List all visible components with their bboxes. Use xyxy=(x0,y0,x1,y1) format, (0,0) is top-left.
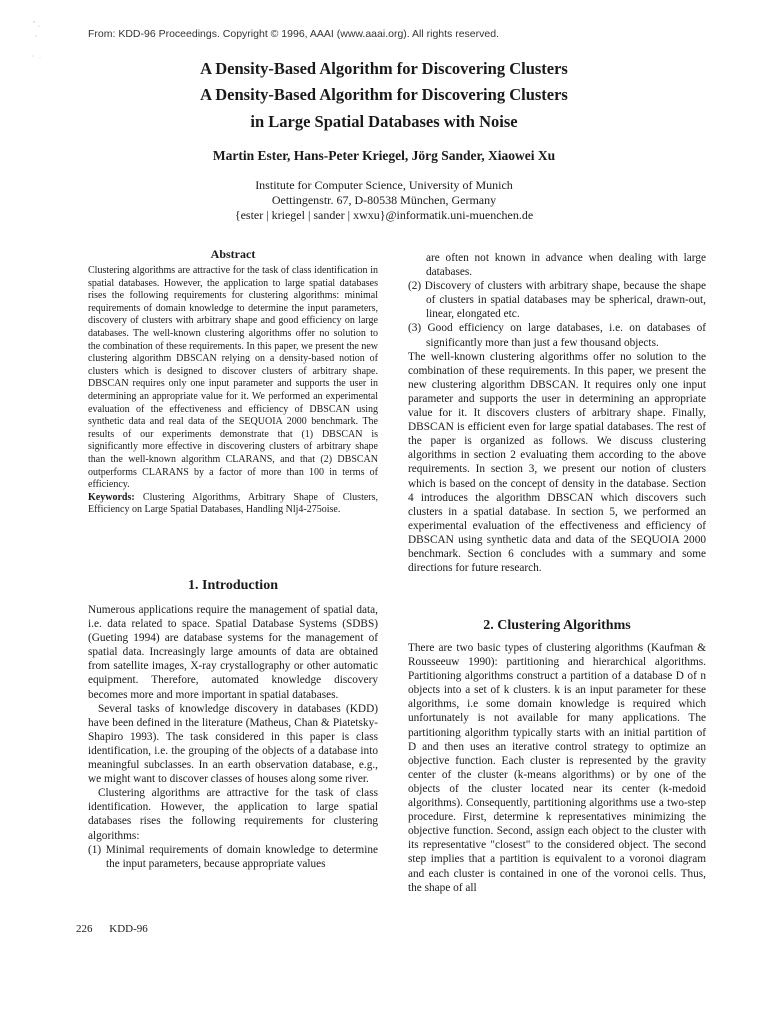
page-number: 226 xyxy=(76,923,93,935)
section-2-heading: 2. Clustering Algorithms xyxy=(483,618,631,633)
affiliation xyxy=(0,178,768,223)
keywords-label: Keywords: xyxy=(88,491,135,503)
affiliation-address: Oettingenstr. 67, D-80538 München, Germany xyxy=(271,193,497,207)
title-line-1: A Density-Based Algorithm for Discovering Clusters xyxy=(200,59,568,78)
abstract-heading: Abstract xyxy=(210,247,256,261)
requirement-2: (2) Discovery of clusters with arbitrary shape, because the shape of clusters in spatial databases may be spherical, drawn-out, linear, elongated etc. xyxy=(408,280,706,321)
right-column-intro xyxy=(408,251,706,575)
section-2-body xyxy=(408,641,706,895)
keywords xyxy=(88,492,378,517)
keywords-text: Clustering Algorithms, Arbitrary Shape of Clusters, Efficiency on Large Spatial Databases, Handling Nlj4-275oise. xyxy=(88,491,379,516)
intro-paragraph-2: Several tasks of knowledge discovery in databases (KDD) have been defined in the literature (Matheus, Chan & Piatetsky-Shapiro 1993). The task considered in this paper is class identification, i.e. the grouping of the objects of a database into meaningful subclasses. In an earth observation database, e.g., we might want to discover classes of houses along some river. xyxy=(88,702,378,786)
copyright-header: From: KDD-96 Proceedings. Copyright © 1996, AAAI (www.aaai.org). All rights reserved. xyxy=(88,28,499,40)
affiliation-institute: Institute for Computer Science, University of Munich xyxy=(255,178,513,192)
intro-paragraph-3: Clustering algorithms are attractive for the task of class identification. However, the application to large spatial databases rises the following requirements for clustering algorithms: xyxy=(88,787,378,842)
abstract-body xyxy=(88,265,378,517)
title-line-2: A Density-Based Algorithm for Discovering Clusters xyxy=(200,85,568,104)
requirement-1: (1) Minimal requirements of domain knowledge to determine the input parameters, because appropriate values xyxy=(88,843,378,870)
title-line-3: in Large Spatial Databases with Noise xyxy=(250,112,518,131)
requirement-3: (3) Good efficiency on large databases, i.e. on databases of significantly more than just a few thousand objects. xyxy=(408,322,706,349)
venue-label: KDD-96 xyxy=(109,923,148,935)
affiliation-email: {ester | kriegel | sander | xwxu}@informatik.uni-muenchen.de xyxy=(234,208,534,222)
intro-paragraph-4: The well-known clustering algorithms offer no solution to the combination of these requirements. In this paper, we present the new clustering algorithm DBSCAN. It requires only one input parameter and supports the user in determining an appropriate value for it. It discovers clusters of arbitrary shape. Finally, DBSCAN is efficient even for large spatial databases. The rest of the paper is organized as follows. We discuss clustering algorithms in section 2 evaluating them according to the above requirements. In section 3, we present our notion of clusters which is based on the concept of density in the database. Section 4 introduces the algorithm DBSCAN which discovers such clusters in a spatial database. In section 5, we performed an experimental evaluation of the effectiveness and efficiency of DBSCAN using synthetic data and data of the SEQUOIA 2000 benchmark. Section 6 concludes with a summary and some directions for future research. xyxy=(408,350,706,575)
requirement-1-continued: are often not known in advance when dealing with large databases. xyxy=(426,252,706,279)
intro-paragraph-1: Numerous applications require the management of spatial data, i.e. data related to space. Spatial Database Systems (SDBS) (Gueting 1994) are database systems for the management of spatial data. Increasingly large amounts of data are obtained from satellite images, X-ray crystallography or other automatic equipment. Therefore, automated knowledge discovery becomes more and more important in spatial databases. xyxy=(88,604,378,701)
section-1-body xyxy=(88,603,378,871)
page-footer xyxy=(76,923,162,935)
abstract-text: Clustering algorithms are attractive for the task of class identification in spatial databases. However, the application to large spatial databases rises the following requirements for clustering algorithms: minimal requirements of domain knowledge to determine the input parameters, discovery of clusters with arbitrary shape and good efficiency on large databases. The well-known clustering algorithms offer no solution to the combination of these requirements. In this paper, we present the new clustering algorithm DBSCAN relying on a density-based notion of clusters which is designed to discover clusters of arbitrary shape. DBSCAN requires only one input parameter and supports the user in determining an appropriate value for it. We performed an experimental evaluation of the effectiveness and efficiency of DBSCAN using synthetic data and real data of the SEQUOIA 2000 benchmark. The results of our experiments demonstrate that (1) DBSCAN is significantly more effective in discovering clusters of arbitrary shape than the well-known algorithm CLARANS, and that (2) DBSCAN outperforms CLARANS by a factor of more than 100 in terms of efficiency. xyxy=(88,265,378,491)
section-1-heading: 1. Introduction xyxy=(188,578,278,593)
author-list: Martin Ester, Hans-Peter Kriegel, Jörg Sander, Xiaowei Xu xyxy=(212,148,556,163)
clustering-paragraph: There are two basic types of clustering algorithms (Kaufman & Rousseeuw 1990): partitioning and hierarchical algorithms. Partitioning algorithms construct a partition of a database D of n objects into a set of k clusters. k is an input parameter for these algorithms, i.e some domain knowledge is required which unfortunately is not available for many applications. The partitioning algorithm typically starts with an initial partition of D and then uses an iterative control strategy to optimize an objective function. Each cluster is represented by the gravity center of the cluster (k-means algorithms) or by one of the objects of the cluster located near its center (k-medoid algorithms). Consequently, partitioning algorithms use a two-step procedure. First, determine k representatives minimizing the objective function. Second, assign each object to the cluster with its representative "closest" to the considered object. The second step implies that a partition is equivalent to a voronoi diagram and each cluster is contained in one of the voronoi cells. Thus, the shape of all xyxy=(408,642,706,894)
